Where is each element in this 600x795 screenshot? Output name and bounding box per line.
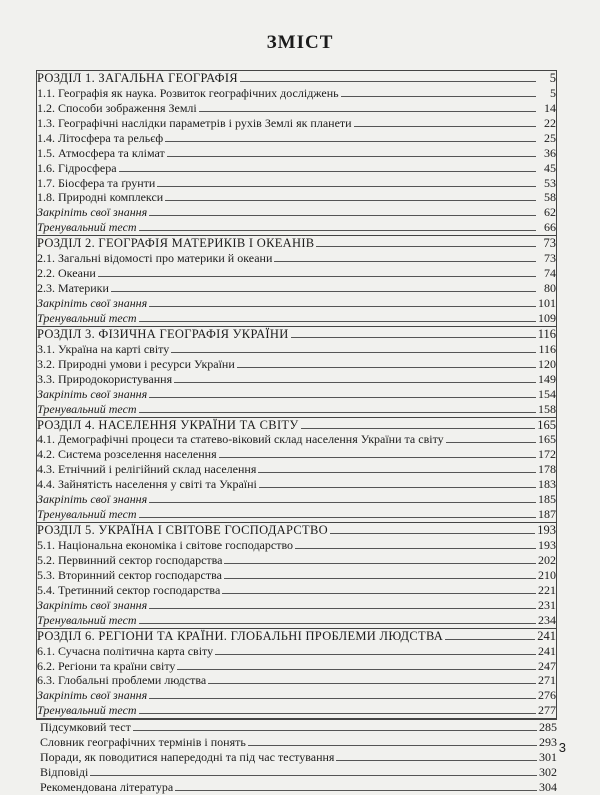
dot-leader — [149, 698, 536, 699]
toc-entry — [37, 598, 556, 613]
toc-entry — [37, 688, 556, 703]
toc-entry-page: 234 — [538, 612, 556, 627]
toc-entry-page: 120 — [538, 356, 556, 371]
toc-entry-label: РОЗДІЛ 5. УКРАЇНА І СВІТОВЕ ГОСПОДАРСТВО — [37, 523, 328, 538]
toc-entry-label: 6.1. Сучасна політична карта світу — [37, 643, 214, 658]
dot-leader — [199, 111, 536, 112]
toc-entry — [37, 553, 556, 568]
dot-leader — [330, 533, 535, 534]
toc-entry-page: 304 — [539, 780, 557, 795]
toc-entry-label: Тренувальний тест — [37, 220, 137, 235]
toc-entry-page: 185 — [538, 492, 556, 507]
toc-entry-label: РОЗДІЛ 1. ЗАГАЛЬНА ГЕОГРАФІЯ — [37, 70, 238, 85]
toc-entry-label: 4.4. Зайнятість населення у світі та Україні — [37, 477, 257, 492]
toc-entry-page: 116 — [538, 341, 556, 356]
dot-leader — [119, 171, 536, 172]
dot-leader — [222, 593, 536, 594]
toc-entry — [36, 765, 557, 780]
toc-entry-page: 154 — [538, 386, 556, 401]
dot-leader — [341, 96, 536, 97]
toc-entry-page: 165 — [537, 417, 556, 432]
toc-entry-label: Відповіді — [40, 765, 89, 780]
toc-entry-page: 73 — [544, 251, 556, 266]
toc-entry-page: 109 — [538, 310, 556, 325]
toc-entry-page: 302 — [539, 765, 557, 780]
dot-leader — [316, 246, 536, 247]
toc-entry-page: 116 — [537, 326, 556, 341]
toc-entry-label: Закріпіть свої знання — [37, 205, 148, 220]
toc-entry-page: 53 — [544, 175, 556, 190]
toc-entry — [37, 433, 556, 448]
toc-entry — [37, 281, 556, 296]
toc-entry-page: 5 — [550, 85, 556, 100]
dot-leader — [165, 200, 536, 201]
table-of-contents — [36, 70, 557, 795]
toc-entry — [37, 161, 556, 176]
toc-entry — [36, 780, 557, 795]
toc-entry-label: РОЗДІЛ 3. ФІЗИЧНА ГЕОГРАФІЯ УКРАЇНИ — [37, 326, 289, 341]
toc-entry — [37, 387, 556, 402]
toc-entry — [37, 251, 556, 266]
toc-entry-label: Тренувальний тест — [37, 507, 137, 522]
dot-leader — [175, 790, 537, 791]
toc-entry-label: 1.6. Гідросфера — [37, 160, 117, 175]
toc-entry-label: 6.2. Регіони та країни світу — [37, 658, 176, 673]
toc-entry-label: Тренувальний тест — [37, 401, 137, 416]
toc-entry-page: 74 — [544, 266, 556, 281]
toc-entry-page: 285 — [539, 720, 557, 735]
dot-leader — [336, 760, 537, 761]
toc-entry-page: 36 — [544, 145, 556, 160]
toc-entry-page: 80 — [544, 281, 556, 296]
toc-entry-page: 183 — [538, 477, 556, 492]
toc-entry-page: 149 — [538, 371, 556, 386]
toc-entry-label: Тренувальний тест — [37, 703, 137, 718]
toc-entry — [37, 568, 556, 583]
toc-entry-label: Закріпіть свої знання — [37, 296, 148, 311]
section-heading — [37, 629, 556, 644]
toc-entry-label: Закріпіть свої знання — [37, 688, 148, 703]
dot-leader — [237, 367, 536, 368]
dot-leader — [259, 487, 536, 488]
toc-entry — [37, 477, 556, 492]
toc-entry-label: Закріпіть свої знання — [37, 597, 148, 612]
dot-leader — [149, 215, 536, 216]
toc-entry-page: 187 — [538, 507, 556, 522]
dot-leader — [301, 428, 536, 429]
dot-leader — [139, 713, 536, 714]
toc-entry-page: 62 — [544, 205, 556, 220]
dot-leader — [215, 654, 536, 655]
toc-entry-label: 5.3. Вторинний сектор господарства — [37, 567, 222, 582]
toc-entry-page: 202 — [538, 552, 556, 567]
dot-leader — [295, 548, 536, 549]
toc-entry — [37, 613, 556, 628]
toc-entry — [37, 146, 556, 161]
toc-entry-label: Тренувальний тест — [37, 612, 137, 627]
toc-entry-page: 241 — [537, 628, 556, 643]
toc-entry-page: 193 — [537, 523, 556, 538]
dot-leader — [445, 639, 535, 640]
dot-leader — [149, 306, 536, 307]
page-number: 3 — [558, 740, 566, 755]
toc-entry-label: 1.3. Географічні наслідки параметрів і рухів Землі як планети — [37, 115, 352, 130]
dot-leader — [354, 126, 536, 127]
dot-leader — [133, 730, 537, 731]
toc-entry-label: 5.4. Третинний сектор господарства — [37, 582, 221, 597]
dot-leader — [90, 775, 537, 776]
toc-entry-label: Словник географічних термінів і понять — [40, 735, 246, 750]
toc-entry — [37, 372, 556, 387]
toc-entry-page: 158 — [538, 401, 556, 416]
dot-leader — [111, 291, 536, 292]
dot-leader — [224, 578, 536, 579]
toc-entry — [37, 538, 556, 553]
section-heading — [37, 327, 556, 342]
dot-leader — [149, 397, 536, 398]
toc-entry — [37, 357, 556, 372]
dot-leader — [240, 81, 536, 82]
dot-leader — [139, 230, 536, 231]
toc-entry-label: Рекомендована література — [40, 780, 174, 795]
toc-entry — [37, 311, 556, 326]
dot-leader — [248, 745, 537, 746]
section-heading — [37, 523, 556, 538]
toc-entry-label: 3.2. Природні умови і ресурси України — [37, 356, 235, 371]
toc-entry — [37, 402, 556, 417]
toc-entry — [37, 659, 556, 674]
toc-entry-label: 4.2. Система розселення населення — [37, 447, 217, 462]
dot-leader — [219, 457, 536, 458]
toc-entry — [37, 296, 556, 311]
dot-leader — [208, 683, 536, 684]
toc-entry-page: 66 — [544, 220, 556, 235]
toc-entry-page: 45 — [544, 160, 556, 175]
toc-entry — [37, 674, 556, 689]
toc-entry-label: 3.1. Україна на карті світу — [37, 341, 170, 356]
toc-entry — [37, 583, 556, 598]
toc-entry — [37, 462, 556, 477]
toc-section — [36, 523, 557, 629]
toc-entry — [37, 220, 556, 235]
toc-entry — [37, 176, 556, 191]
toc-entry — [37, 507, 556, 522]
toc-entry — [36, 735, 557, 750]
toc-entry — [37, 205, 556, 220]
dot-leader — [139, 412, 536, 413]
toc-entry-page: 293 — [539, 735, 557, 750]
toc-entry-page: 271 — [538, 673, 556, 688]
dot-leader — [139, 623, 536, 624]
toc-entry-page: 165 — [538, 432, 556, 447]
toc-entry-label: 5.1. Національна економіка і світове господарство — [37, 538, 294, 553]
toc-entry — [37, 644, 556, 659]
toc-entry-label: Тренувальний тест — [37, 310, 137, 325]
toc-entry-page: 221 — [538, 582, 556, 597]
toc-entry-page: 73 — [543, 236, 556, 251]
toc-entry-label: Закріпіть свої знання — [37, 492, 148, 507]
toc-entry-page: 241 — [538, 643, 556, 658]
toc-entry-page: 178 — [538, 462, 556, 477]
toc-entry-label: РОЗДІЛ 2. ГЕОГРАФІЯ МАТЕРИКІВ І ОКЕАНІВ — [37, 236, 315, 251]
section-heading — [37, 236, 556, 251]
toc-section — [36, 70, 557, 236]
section-heading — [37, 71, 556, 86]
toc-entry-label: Поради, як поводитися напередодні та під час тестування — [40, 750, 335, 765]
toc-section — [36, 236, 557, 327]
dot-leader — [157, 186, 536, 187]
toc-section — [36, 327, 557, 418]
toc-entry-label: 5.2. Первинний сектор господарства — [37, 552, 223, 567]
toc-entry-label: 1.1. Географія як наука. Розвиток географічних досліджень — [37, 85, 339, 100]
page-title: ЗМІСТ — [266, 32, 334, 53]
toc-entry-label: 4.1. Демографічні процеси та статево-віковий склад населення України та світу — [37, 432, 444, 447]
toc-entry-label: РОЗДІЛ 6. РЕГІОНИ ТА КРАЇНИ. ГЛОБАЛЬНІ ПРОБЛЕМИ ЛЮДСТВА — [37, 628, 444, 643]
toc-entry-page: 5 — [549, 70, 556, 85]
dot-leader — [139, 321, 536, 322]
toc-entry-label: РОЗДІЛ 4. НАСЕЛЕННЯ УКРАЇНИ ТА СВІТУ — [37, 417, 299, 432]
toc-entry-page: 25 — [544, 130, 556, 145]
toc-entry-label: 2.3. Материки — [37, 281, 109, 296]
toc-section — [36, 418, 557, 524]
dot-leader — [149, 502, 536, 503]
dot-leader — [446, 442, 536, 443]
dot-leader — [177, 669, 536, 670]
dot-leader — [174, 382, 536, 383]
toc-entry — [36, 750, 557, 765]
dot-leader — [274, 261, 536, 262]
toc-entry-page: 22 — [544, 115, 556, 130]
dot-leader — [165, 141, 536, 142]
dot-leader — [149, 608, 536, 609]
toc-entry-label: 4.3. Етнічний і релігійний склад населення — [37, 462, 257, 477]
toc-entry-page: 247 — [538, 658, 556, 673]
toc-entry-page: 231 — [538, 597, 556, 612]
toc-entry — [36, 720, 557, 735]
toc-entry — [37, 703, 556, 718]
toc-entry — [37, 86, 556, 101]
dot-leader — [167, 156, 536, 157]
toc-entry — [37, 116, 556, 131]
toc-entry-page: 276 — [538, 688, 556, 703]
toc-entry-label: 3.3. Природокористування — [37, 371, 173, 386]
section-heading — [37, 418, 556, 433]
toc-entry-page: 210 — [538, 567, 556, 582]
toc-entry-label: 1.5. Атмосфера та клімат — [37, 145, 165, 160]
toc-entry-page: 277 — [538, 703, 556, 718]
toc-entry-label: Підсумковий тест — [40, 720, 131, 735]
toc-entry-page: 101 — [538, 296, 556, 311]
toc-entry-page: 14 — [544, 100, 556, 115]
toc-entry-page: 58 — [544, 190, 556, 205]
toc-entry — [37, 191, 556, 206]
toc-entry-page: 301 — [539, 750, 557, 765]
toc-entry — [37, 266, 556, 281]
toc-entry-label: Закріпіть свої знання — [37, 386, 148, 401]
dot-leader — [139, 517, 536, 518]
toc-entry — [37, 342, 556, 357]
toc-entry — [37, 492, 556, 507]
toc-entry-label: 1.7. Біосфера та ґрунти — [37, 175, 156, 190]
toc-entry-label: 2.1. Загальні відомості про материки й океани — [37, 251, 273, 266]
toc-entry-label: 1.8. Природні комплекси — [37, 190, 164, 205]
toc-entry-label: 1.2. Способи зображення Землі — [37, 100, 197, 115]
dot-leader — [224, 563, 536, 564]
toc-entry-label: 6.3. Глобальні проблеми людства — [37, 673, 207, 688]
toc-entry — [37, 101, 556, 116]
toc-entry-page: 193 — [538, 538, 556, 553]
dot-leader — [171, 352, 536, 353]
toc-entry-page: 172 — [538, 447, 556, 462]
toc-entry-label: 1.4. Літосфера та рельєф — [37, 130, 164, 145]
dot-leader — [258, 472, 536, 473]
toc-entry — [37, 131, 556, 146]
toc-appendix — [36, 719, 557, 795]
dot-leader — [98, 276, 536, 277]
toc-entry-label: 2.2. Океани — [37, 266, 96, 281]
dot-leader — [291, 337, 536, 338]
toc-entry — [37, 447, 556, 462]
toc-section — [36, 629, 557, 720]
